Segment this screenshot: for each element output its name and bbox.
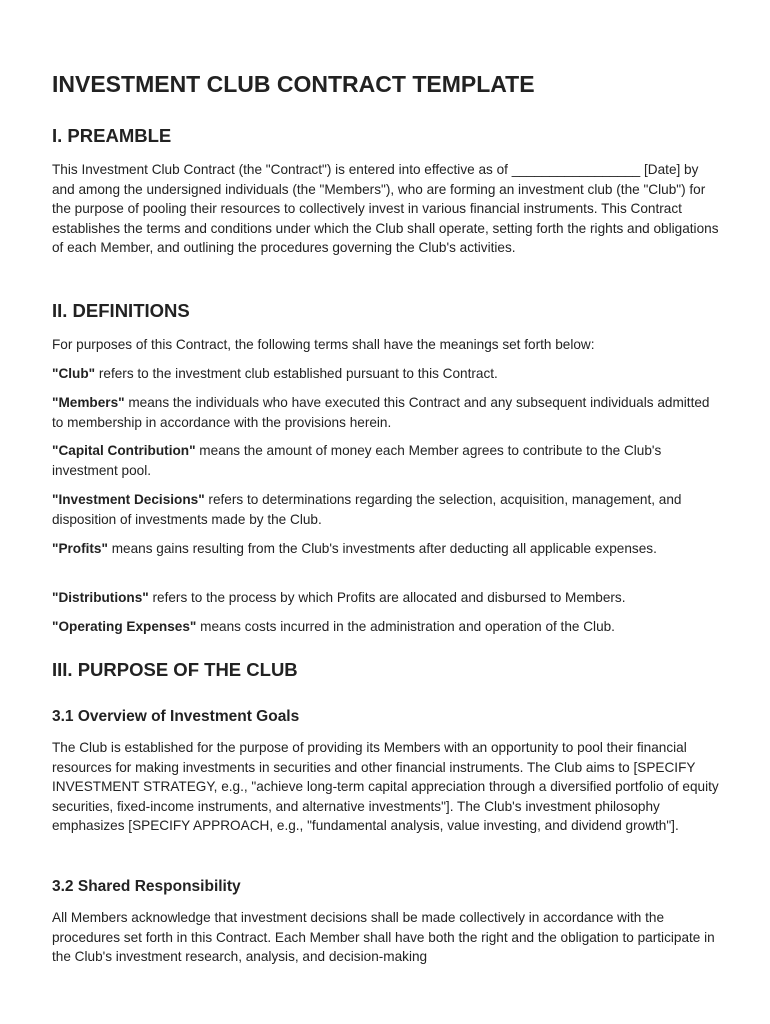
definitions-intro: For purposes of this Contract, the following terms shall have the meanings set forth below: <box>52 337 595 352</box>
definition-text: means the amount of money each Member agrees to contribute to the Club's investment pool. <box>52 443 662 478</box>
definition-item <box>52 588 722 608</box>
definition-term: "Members" <box>52 395 125 410</box>
section-heading-preamble: I. PREAMBLE <box>52 125 172 146</box>
definition-text: refers to the process by which Profits are allocated and disbursed to Members. <box>148 590 626 605</box>
preamble-paragraph: This Investment Club Contract (the "Contract") is entered into effective as of _________________ [Date] by and among the undersigned individuals (the "Members"), who are forming an investment club (the "Club") for the purpose of pooling their resources to collectively invest in various financial instruments. This Contract establishes the terms and conditions under which the Club shall operate, setting forth the rights and obligations of each Member, and outlining the procedures governing the Club's activities. <box>52 162 719 255</box>
definition-text: refers to the investment club established pursuant to this Contract. <box>95 366 498 381</box>
document-title: INVESTMENT CLUB CONTRACT TEMPLATE <box>52 71 535 97</box>
definition-item <box>52 364 722 384</box>
section-heading-purpose: III. PURPOSE OF THE CLUB <box>52 659 298 680</box>
definition-term: "Investment Decisions" <box>52 492 205 507</box>
definition-term: "Profits" <box>52 541 108 556</box>
definition-term: "Distributions" <box>52 590 149 605</box>
definition-text: means gains resulting from the Club's investments after deducting all applicable expenses. <box>107 541 657 556</box>
definition-item <box>52 393 722 432</box>
definition-term: "Operating Expenses" <box>52 619 197 634</box>
definition-text: means costs incurred in the administration and operation of the Club. <box>196 619 615 634</box>
subsection-heading-goals: 3.1 Overview of Investment Goals <box>52 708 300 725</box>
definition-item <box>52 617 722 637</box>
definition-term: "Capital Contribution" <box>52 443 196 458</box>
subsection-heading-shared-responsibility: 3.2 Shared Responsibility <box>52 878 241 895</box>
definition-text: means the individuals who have executed this Contract and any subsequent individuals admitted to membership in accordance with the provisions herein. <box>52 395 710 430</box>
definition-item <box>52 490 722 529</box>
definition-text: refers to determinations regarding the selection, acquisition, management, and disposition of investments made by the Club. <box>52 492 682 527</box>
shared-responsibility-paragraph: All Members acknowledge that investment decisions shall be made collectively in accordance with the procedures set forth in this Contract. Each Member shall have both the right and the obligation to participate in the Club's investment research, analysis, and decision-making <box>52 910 715 964</box>
definition-item <box>52 539 722 559</box>
goals-paragraph: The Club is established for the purpose of providing its Members with an opportunity to pool their financial resources for making investments in securities and other financial instruments. The Club aims to [SPECIFY INVESTMENT STRATEGY, e.g., "achieve long-term capital appreciation through a diversified portfolio of equity securities, fixed-income instruments, and alternative investments"]. The Club's investment philosophy emphasizes [SPECIFY APPROACH, e.g., "fundamental analysis, value investing, and dividend growth"]. <box>52 740 719 833</box>
definition-item <box>52 441 722 480</box>
definition-term: "Club" <box>52 366 96 381</box>
section-heading-definitions: II. DEFINITIONS <box>52 300 190 321</box>
